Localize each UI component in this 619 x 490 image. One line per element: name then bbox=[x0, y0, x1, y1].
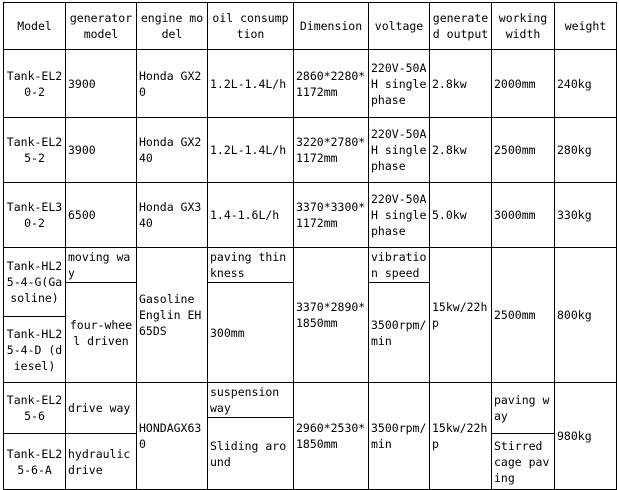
table-row bbox=[4, 118, 617, 183]
generator-model-cell: hydraulic drive bbox=[66, 434, 137, 490]
voltage-cell: 220V-50AH single phase bbox=[369, 118, 430, 183]
model-cell: Tank-HL25-4-G(Gasoline) bbox=[4, 248, 66, 317]
dimension-cell: 2960*2530*1850mm bbox=[294, 383, 369, 490]
weight-cell: 280kg bbox=[555, 118, 617, 183]
generator-model-cell: drive way bbox=[66, 383, 137, 434]
table-row bbox=[4, 248, 617, 283]
voltage-cell: 3500rpm/min bbox=[369, 283, 430, 383]
working-width-cell: 2000mm bbox=[492, 50, 555, 118]
header-oil-consumption: oil consumption bbox=[208, 3, 294, 50]
working-width-cell: 2500mm bbox=[492, 118, 555, 183]
generator-model-cell: 6500 bbox=[66, 183, 137, 248]
weight-cell: 330kg bbox=[555, 183, 617, 248]
dimension-cell: 3220*2780*1172mm bbox=[294, 118, 369, 183]
engine-model-cell: Honda GX240 bbox=[137, 118, 208, 183]
generator-model-cell: 3900 bbox=[66, 118, 137, 183]
oil-consumption-cell: 1.4-1.6L/h bbox=[208, 183, 294, 248]
voltage-cell: vibration speed bbox=[369, 248, 430, 283]
model-cell: Tank-EL25-6 bbox=[4, 383, 66, 434]
header-generated-output: generated output bbox=[430, 3, 492, 50]
header-working-width: working width bbox=[492, 3, 555, 50]
generated-output-cell: 5.0kw bbox=[430, 183, 492, 248]
generated-output-cell: 2.8kw bbox=[430, 50, 492, 118]
table-row bbox=[4, 183, 617, 248]
model-cell: Tank-EL25-6-A bbox=[4, 434, 66, 490]
working-width-cell: paving way bbox=[492, 383, 555, 434]
oil-consumption-cell: suspension way bbox=[208, 383, 294, 418]
oil-consumption-cell: 1.2L-1.4L/h bbox=[208, 50, 294, 118]
engine-model-cell: Honda GX20 bbox=[137, 50, 208, 118]
model-cell: Tank-EL30-2 bbox=[4, 183, 66, 248]
oil-consumption-cell: Sliding around bbox=[208, 418, 294, 490]
working-width-cell: Stirred cage paving bbox=[492, 434, 555, 490]
weight-cell: 240kg bbox=[555, 50, 617, 118]
header-row bbox=[4, 3, 617, 50]
generator-model-cell: 3900 bbox=[66, 50, 137, 118]
oil-consumption-cell: 1.2L-1.4L/h bbox=[208, 118, 294, 183]
engine-model-cell: HONDAGX630 bbox=[137, 383, 208, 490]
voltage-cell: 3500rpm/min bbox=[369, 383, 430, 490]
generated-output-cell: 2.8kw bbox=[430, 118, 492, 183]
oil-consumption-cell: paving thinkness bbox=[208, 248, 294, 283]
spec-table bbox=[3, 2, 617, 490]
weight-cell: 980kg bbox=[555, 383, 617, 490]
model-cell: Tank-EL20-2 bbox=[4, 50, 66, 118]
generated-output-cell: 15kw/22hp bbox=[430, 248, 492, 383]
dimension-cell: 2860*2280*1172mm bbox=[294, 50, 369, 118]
header-generator-model: generator model bbox=[66, 3, 137, 50]
dimension-cell: 3370*2890*1850mm bbox=[294, 248, 369, 383]
weight-cell: 800kg bbox=[555, 248, 617, 383]
generator-model-cell: four-wheel driven bbox=[66, 283, 137, 383]
header-voltage: voltage bbox=[369, 3, 430, 50]
engine-model-cell: Gasoline Englin EH65DS bbox=[137, 248, 208, 383]
engine-model-cell: Honda GX340 bbox=[137, 183, 208, 248]
working-width-cell: 3000mm bbox=[492, 183, 555, 248]
generator-model-cell: moving way bbox=[66, 248, 137, 283]
header-dimension: Dimension bbox=[294, 3, 369, 50]
header-weight: weight bbox=[555, 3, 617, 50]
generated-output-cell: 15kw/22hp bbox=[430, 383, 492, 490]
oil-consumption-cell: 300mm bbox=[208, 283, 294, 383]
model-cell: Tank-HL25-4-D (diesel) bbox=[4, 317, 66, 383]
model-cell: Tank-EL25-2 bbox=[4, 118, 66, 183]
voltage-cell: 220V-50AH single phase bbox=[369, 183, 430, 248]
table-row bbox=[4, 50, 617, 118]
voltage-cell: 220V-50AH single phase bbox=[369, 50, 430, 118]
working-width-cell: 2500mm bbox=[492, 248, 555, 383]
header-engine-model: engine model bbox=[137, 3, 208, 50]
header-model: Model bbox=[4, 3, 66, 50]
table-row bbox=[4, 383, 617, 418]
dimension-cell: 3370*3300*1172mm bbox=[294, 183, 369, 248]
